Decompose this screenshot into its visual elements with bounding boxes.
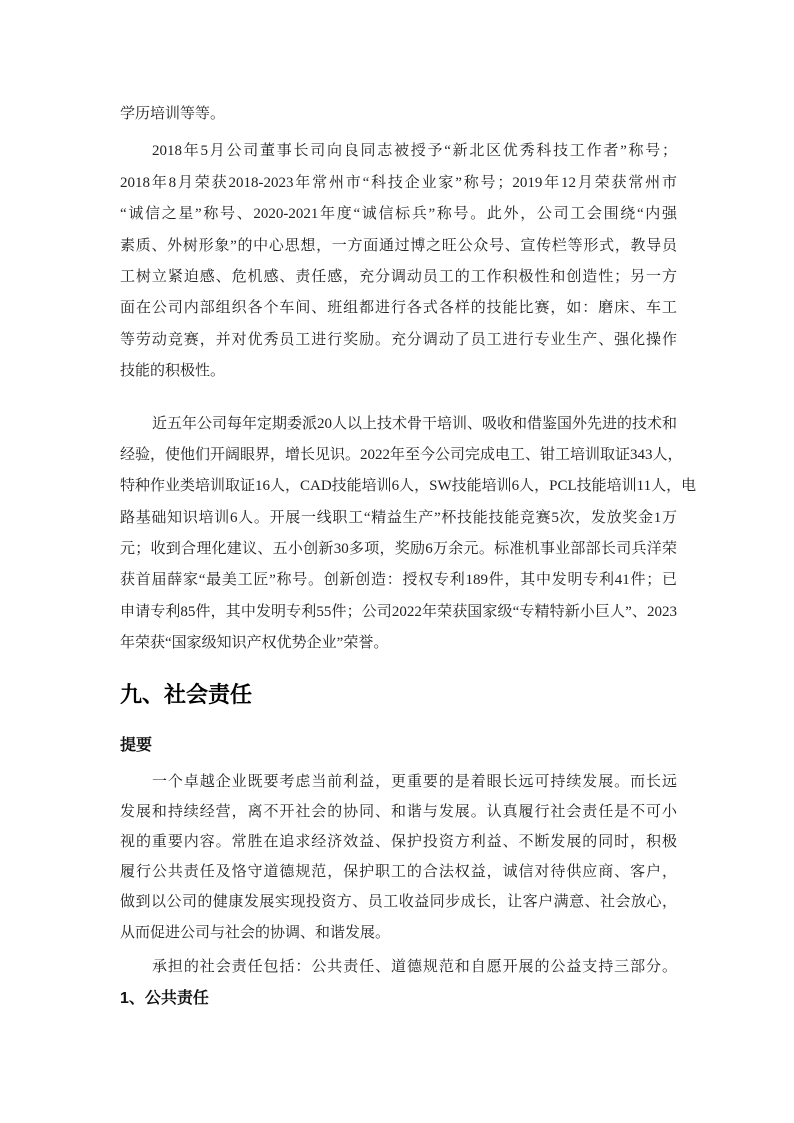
paragraph-responsibility-scope: 承担的社会责任包括：公共责任、道德规范和自愿开展的公益支持三部分。: [152, 958, 677, 975]
text-line: 2018年8月荣获2018-2023年常州市“科技企业家”称号；2019年12月荣获常州市: [120, 174, 677, 191]
text-line: 工树立紧迫感、危机感、责任感，充分调动员工的工作积极性和创造性；另一方: [120, 268, 677, 285]
text-line: 路基础知识培训6人。开展一线职工“精益生产”杯技能技能竞赛5次，发放奖金1万: [120, 509, 677, 526]
subsection-heading-public-responsibility: 1、公共责任: [120, 990, 209, 1008]
text-line: 视的重要内容。常胜在追求经济效益、保护投资方利益、不断发展的同时，积极: [120, 834, 677, 851]
section-heading: 九、社会责任: [120, 681, 253, 707]
text-line: 年荣获“国家级知识产权优势企业”荣誉。: [120, 635, 389, 652]
text-line: 获首届薛家“最美工匠”称号。创新创造：授权专利189件，其中发明专利41件；已: [120, 572, 677, 589]
text-line: 做到以公司的健康发展实现投资方、员工收益同步成长，让客户满意、社会放心，: [120, 894, 677, 911]
text-line: “诚信之星”称号、2020-2021年度“诚信标兵”称号。此外，公司工会围绕“内强: [120, 206, 677, 223]
text-line: 履行公共责任及恪守道德规范，保护职工的合法权益，诚信对待供应商、客户，: [120, 864, 677, 881]
paragraph-training: [120, 409, 697, 660]
text-line: 技能的积极性。: [120, 363, 226, 380]
text-line: 一个卓越企业既要考虑当前利益，更重要的是着眼长远可持续发展。而长远: [152, 773, 677, 790]
paragraph-summary: [120, 767, 677, 948]
text-line: 元；收到合理化建议、五小创新30多项，奖励6万余元。标准机事业部部长司兵洋荣: [120, 541, 677, 558]
text-line: 等劳动竞赛，并对优秀员工进行奖励。充分调动了员工进行专业生产、强化操作: [120, 331, 677, 348]
summary-label: 提要: [120, 736, 153, 754]
text-line: 面在公司内部组织各个车间、班组都进行各式各样的技能比赛，如：磨床、车工: [120, 300, 677, 317]
paragraph-awards: [120, 136, 677, 387]
text-line: 发展和持续经营，离不开社会的协同、和谐与发展。认真履行社会责任是不可小: [120, 803, 677, 820]
text-line: 经验，使他们开阔眼界，增长见识。2022年至今公司完成电工、钳工培训取证343人，: [120, 446, 683, 463]
text-line: 近五年公司每年定期委派20人以上技术骨干培训、吸收和借鉴国外先进的技术和: [152, 415, 678, 432]
paragraph-continuation-line: 学历培训等等。: [120, 106, 226, 122]
text-line: 申请专利85件，其中发明专利55件；公司2022年荣获国家级“专精特新小巨人”、2023: [120, 603, 677, 620]
page-content: [120, 99, 697, 1014]
text-line: 素质、外树形象”的中心思想，一方面通过博之旺公众号、宣传栏等形式，教导员: [120, 237, 677, 254]
text-line: 从而促进公司与社会的协调、和谐发展。: [120, 924, 391, 941]
text-line: 2018年5月公司董事长司向良同志被授予“新北区优秀科技工作者”称号；: [152, 143, 677, 160]
text-line: 特种作业类培训取证16人，CAD技能培训6人，SW技能培训6人，PCL技能培训11人，电: [120, 478, 697, 495]
